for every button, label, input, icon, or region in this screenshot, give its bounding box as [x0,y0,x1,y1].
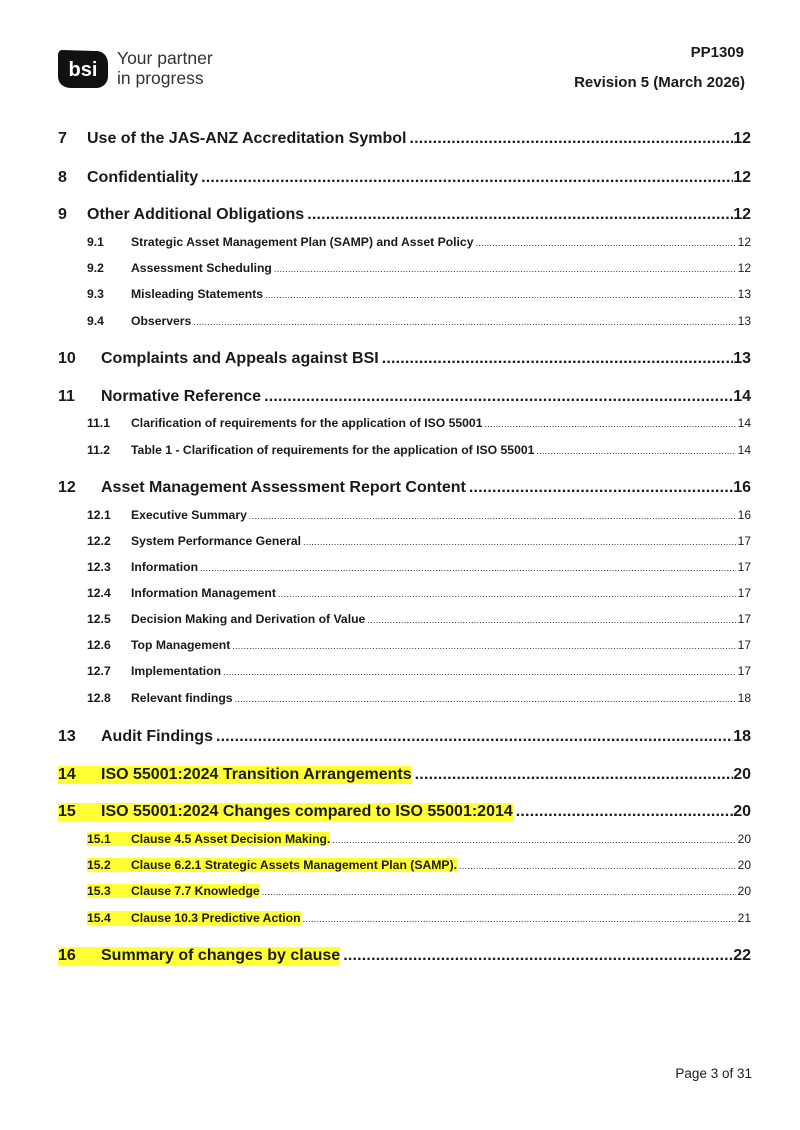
toc-leader-dots [265,290,736,300]
toc-title[interactable]: Information [131,560,199,574]
toc-page-number: 20 [737,832,751,846]
toc-title[interactable]: Clause 4.5 Asset Decision Making. [131,832,331,846]
toc-leader-dots [303,537,736,547]
toc-page-number: 14 [737,443,751,457]
toc-title[interactable]: Table 1 - Clarification of requirements for the application of ISO 55001 [131,443,535,457]
toc-subentry[interactable] [58,911,751,925]
toc-page-number: 17 [737,534,751,548]
toc-number: 11.1 [87,416,111,430]
toc-number: 9 [58,206,67,223]
toc-subentry[interactable] [58,664,751,678]
tagline-line-2: in progress [117,68,204,88]
toc-number: 12 [58,479,76,496]
toc-title[interactable]: Complaints and Appeals against BSI [101,350,379,367]
toc-number: 9.2 [87,261,104,275]
bsi-logo [56,46,213,90]
toc-title[interactable]: Clause 7.7 Knowledge [131,884,260,898]
toc-page-number: 12 [737,235,751,249]
tagline-line-1: Your partner [117,48,213,68]
toc-page-number: 12 [733,206,751,223]
toc-subentry[interactable] [58,638,751,652]
toc-title[interactable]: Observers [131,314,192,328]
toc-page-number: 14 [733,388,751,405]
toc-page-number: 14 [737,416,751,430]
toc-number: 9.1 [87,235,104,249]
toc-number: 12.7 [87,664,111,678]
toc-number: 8 [58,169,67,186]
toc-leader-dots [409,130,733,148]
toc-page-number: 22 [733,947,751,964]
toc-subentry[interactable] [58,586,751,600]
toc-title[interactable]: Other Additional Obligations [87,206,305,223]
toc-title[interactable]: Implementation [131,664,222,678]
toc-title[interactable]: Clause 6.2.1 Strategic Assets Management Plan (SAMP). [131,858,458,872]
toc-leader-dots [475,238,735,248]
toc-title[interactable]: Top Management [131,638,231,652]
toc-title[interactable]: ISO 55001:2024 Changes compared to ISO 55001:2014 [101,803,513,820]
toc-leader-dots [459,861,736,871]
toc-title[interactable]: Clarification of requirements for the application of ISO 55001 [131,416,483,430]
toc-leader-dots [367,615,735,625]
toc-number: 12.1 [87,508,111,522]
toc-subentry[interactable] [58,508,751,522]
toc-number: 11 [58,388,75,405]
toc-subentry[interactable] [58,261,751,275]
toc-number: 13 [58,728,76,745]
toc-entry[interactable] [58,169,751,187]
toc-page-number: 18 [737,691,751,705]
toc-subentry[interactable] [58,287,751,301]
toc-number: 15.4 [87,911,131,925]
toc-page-number: 20 [737,858,751,872]
toc-page-number: 16 [737,508,751,522]
toc-leader-dots [193,317,735,327]
toc-title[interactable]: Asset Management Assessment Report Content [101,479,466,496]
toc-page-number: 21 [737,911,751,925]
page-number: Page 3 of 31 [675,1066,752,1081]
toc-leader-dots [332,835,735,845]
bsi-logo-icon [56,46,110,90]
toc-number: 16 [58,947,101,965]
toc-page-number: 20 [737,884,751,898]
toc-page-number: 12 [733,130,751,147]
toc-subentry[interactable] [58,534,751,548]
toc-title[interactable]: Clause 10.3 Predictive Action [131,911,301,925]
toc-number: 9.3 [87,287,104,301]
toc-page-number: 12 [737,261,751,275]
toc-title[interactable]: System Performance General [131,534,302,548]
toc-leader-dots [200,563,736,573]
toc-entry[interactable] [58,388,751,406]
toc-entry[interactable] [58,803,751,821]
document-code: PP1309 [690,44,744,61]
toc-page-number: 12 [733,169,751,186]
toc-page-number: 17 [737,560,751,574]
toc-subentry[interactable] [58,858,751,872]
toc-number: 11.2 [87,443,111,457]
toc-entry[interactable] [58,479,751,497]
toc-page-number: 13 [733,350,751,367]
toc-leader-dots [382,350,734,368]
toc-title[interactable]: Misleading Statements [131,287,264,301]
toc-title[interactable]: Assessment Scheduling [131,261,272,275]
toc-entry[interactable] [58,728,751,746]
toc-leader-dots [232,641,735,651]
toc-leader-dots [274,264,736,274]
toc-leader-dots [201,169,733,187]
toc-entry[interactable] [58,350,751,368]
toc-leader-dots [262,887,736,897]
toc-leader-dots [469,479,733,497]
toc-leader-dots [264,388,733,406]
toc-number: 7 [58,130,67,147]
toc-leader-dots [343,947,733,965]
toc-subentry[interactable] [58,612,751,626]
toc-entry[interactable] [58,206,751,224]
toc-subentry[interactable] [58,443,751,457]
toc-title[interactable]: Normative Reference [101,388,262,405]
toc-page-number: 20 [733,803,751,820]
toc-subentry[interactable] [58,314,751,328]
toc-page-number: 16 [733,479,751,496]
toc-leader-dots [249,511,736,521]
toc-title[interactable]: Strategic Asset Management Plan (SAMP) and Asset Policy [131,235,474,249]
toc-leader-dots [307,206,733,224]
toc-number: 15.3 [87,884,131,898]
toc-number: 12.8 [87,691,111,705]
toc-leader-dots [278,589,736,599]
toc-title[interactable]: Use of the JAS-ANZ Accreditation Symbol [87,130,407,147]
toc-page-number: 20 [733,766,751,783]
toc-number: 15.1 [87,832,131,846]
toc-page-number: 17 [737,638,751,652]
toc-leader-dots [303,914,736,924]
toc-entry[interactable] [58,766,751,784]
tagline [117,48,213,88]
toc-title[interactable]: Relevant findings [131,691,233,705]
toc-number: 12.4 [87,586,111,600]
toc-page-number: 17 [737,612,751,626]
toc-leader-dots [536,446,735,456]
toc-leader-dots [516,803,733,821]
toc-subentry[interactable] [58,416,751,430]
toc-number: 15.2 [87,858,131,872]
toc-leader-dots [235,694,736,704]
toc-subentry[interactable] [58,884,751,898]
toc-subentry[interactable] [58,235,751,249]
toc-number: 12.5 [87,612,111,626]
toc-leader-dots [415,766,734,784]
toc-entry[interactable] [58,130,751,148]
toc-number: 14 [58,766,101,784]
toc-page-number: 17 [737,664,751,678]
revision-label: Revision 5 (March 2026) [574,74,745,91]
toc-number: 12.6 [87,638,111,652]
toc-number: 10 [58,350,76,367]
toc-page-number: 13 [737,287,751,301]
logo-mark-text: bsi [68,59,98,81]
toc-number: 9.4 [87,314,104,328]
toc-title[interactable]: Audit Findings [101,728,213,745]
toc-title[interactable]: Information Management [131,586,276,600]
toc-leader-dots [223,667,736,677]
toc-title[interactable]: Decision Making and Derivation of Value [131,612,366,626]
toc-leader-dots [216,728,733,746]
toc-page-number: 13 [737,314,751,328]
toc-entry[interactable] [58,947,751,965]
toc-number: 12.2 [87,534,111,548]
toc-page-number: 17 [737,586,751,600]
toc-title[interactable]: ISO 55001:2024 Transition Arrangements [101,766,412,783]
toc-title[interactable]: Confidentiality [87,169,199,186]
toc-subentry[interactable] [58,832,751,846]
toc-page-number: 18 [733,728,751,745]
toc-number: 12.3 [87,560,111,574]
toc-subentry[interactable] [58,691,751,705]
toc-title[interactable]: Executive Summary [131,508,247,522]
toc-leader-dots [484,419,735,429]
toc-number: 15 [58,803,101,821]
toc-title[interactable]: Summary of changes by clause [101,947,341,964]
toc-subentry[interactable] [58,560,751,574]
